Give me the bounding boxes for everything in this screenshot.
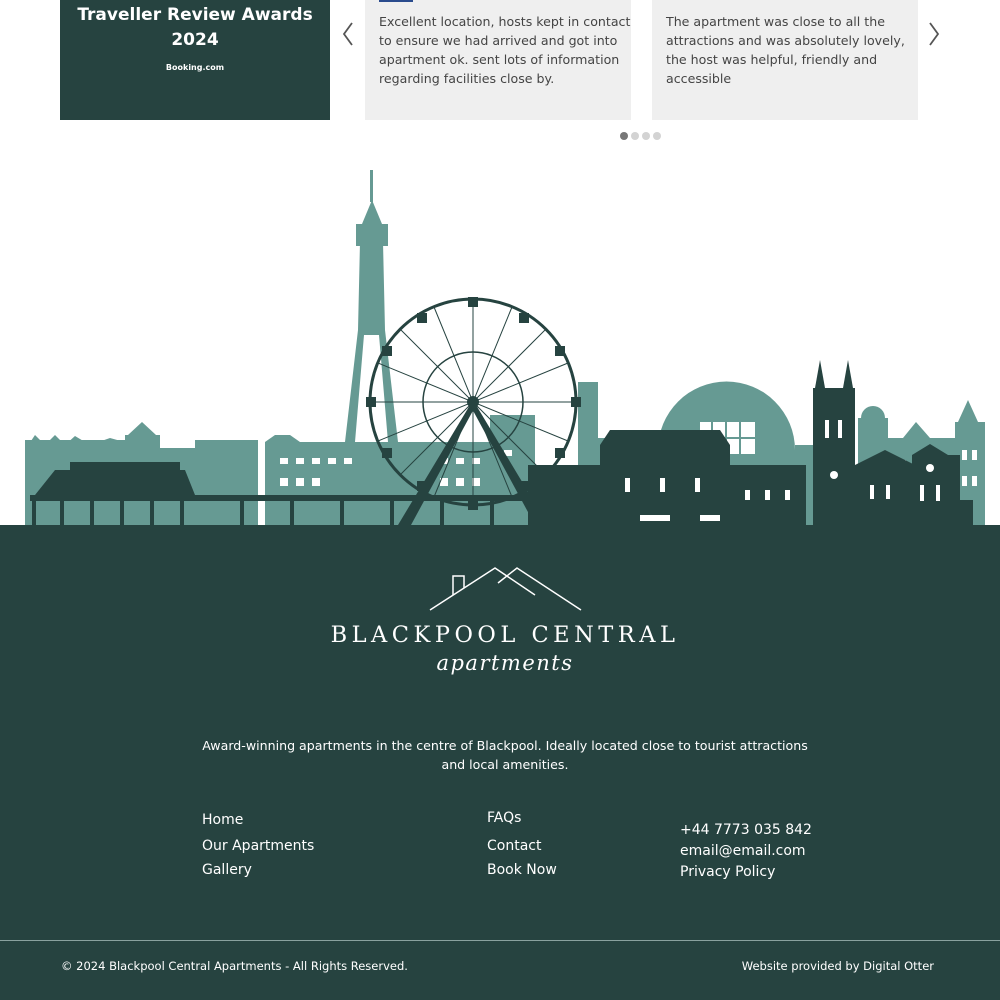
blackpool-skyline-illustration <box>0 160 1000 525</box>
carousel-dot-3[interactable] <box>642 132 650 140</box>
website-credit-link[interactable]: Website provided by Digital Otter <box>741 959 934 973</box>
reviewer-logo <box>379 0 413 2</box>
site-footer <box>0 525 1000 1000</box>
footer-privacy-link[interactable]: Privacy Policy <box>680 864 776 880</box>
chevron-right-icon <box>926 20 942 48</box>
review-text: Excellent location, hosts kept in contact to ensure we had arrived and got into apartment ok. sent lots of information regarding facilities close by. <box>379 14 631 86</box>
footer-phone-link[interactable]: +44 7773 035 842 <box>680 822 812 838</box>
award-source: Booking.com <box>165 63 225 72</box>
footer-link-gallery[interactable]: Gallery <box>202 862 252 878</box>
review-text: The apartment was close to all the attractions and was absolutely lovely, the host was helpful, friendly and accessible <box>666 14 905 86</box>
carousel-dots <box>620 132 661 140</box>
carousel-dot-2[interactable] <box>631 132 639 140</box>
footer-email-link[interactable]: email@email.com <box>680 843 806 859</box>
brand-logo[interactable] <box>330 565 680 690</box>
footer-link-our-apartments[interactable]: Our Apartments <box>202 838 315 854</box>
footer-divider <box>0 940 1000 941</box>
award-card <box>60 0 330 120</box>
review-card <box>652 0 918 120</box>
carousel-dot-1[interactable] <box>620 132 628 140</box>
carousel-prev-button[interactable] <box>340 20 356 48</box>
award-title: Traveller Review Awards 2024 <box>77 5 313 50</box>
carousel-next-button[interactable] <box>926 20 942 48</box>
brand-name: BLACKPOOL CENTRAL <box>330 622 680 648</box>
footer-link-contact[interactable]: Contact <box>487 838 542 854</box>
footer-tagline: Award-winning apartments in the centre of Blackpool. Ideally located close to tourist attractions and local amenities. <box>202 738 808 772</box>
chevron-left-icon <box>340 20 356 48</box>
house-roof-icon <box>330 565 680 620</box>
carousel-dot-4[interactable] <box>653 132 661 140</box>
footer-link-home[interactable]: Home <box>202 812 244 828</box>
review-card <box>365 0 631 120</box>
brand-subtitle: apartments <box>436 651 574 675</box>
footer-link-book-now[interactable]: Book Now <box>487 862 557 878</box>
copyright-text: © 2024 Blackpool Central Apartments - All Rights Reserved. <box>61 959 408 973</box>
footer-link-faqs[interactable]: FAQs <box>487 810 522 826</box>
